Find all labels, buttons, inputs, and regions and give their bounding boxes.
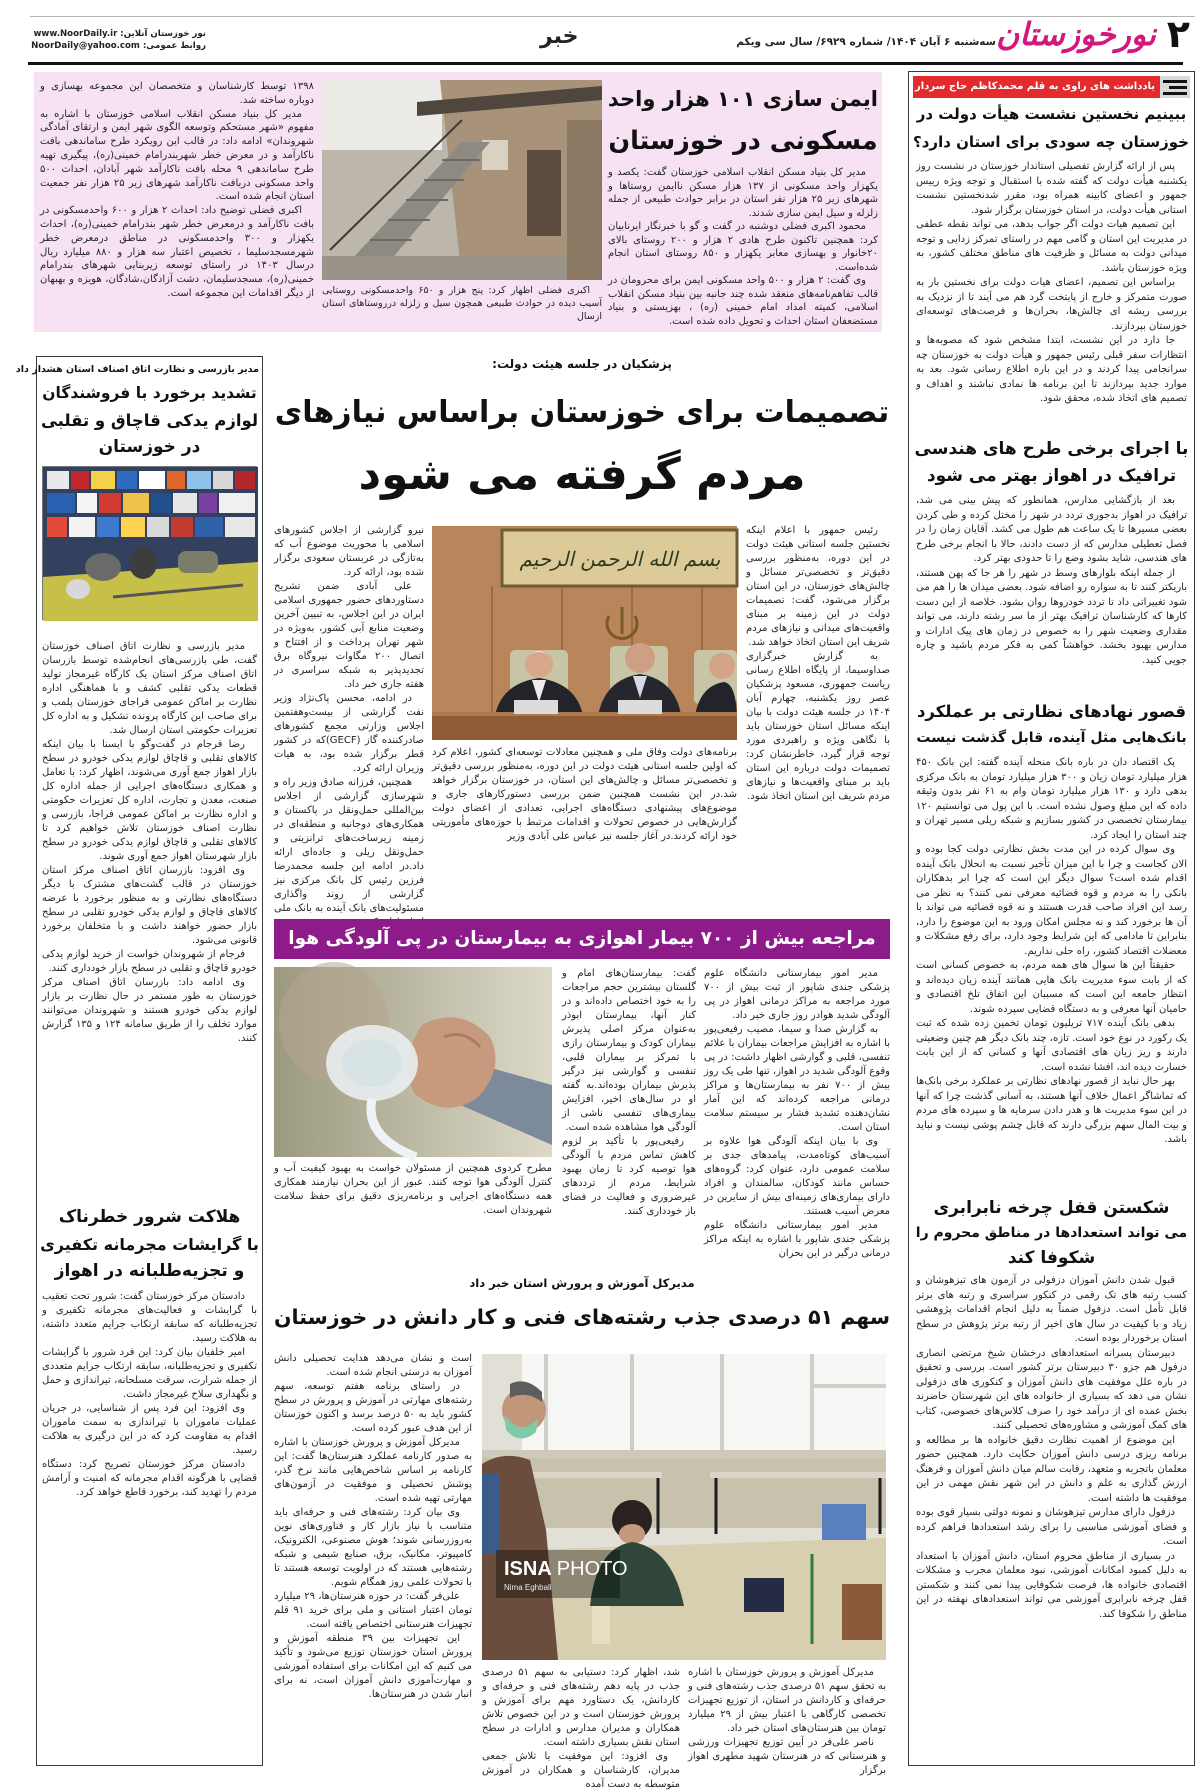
paragraph: دبیرستان پسرانه استعدادهای درخشان شیخ مرتضی انصاری دزفول هم جزو ۳۰ دبیرستان برتر کشور است. بررسی و تحقیق در باره علل موفقیت های دانش آموزان و کنکوری های دزفولی نشان می دهد که بسیاری از خانواده های این شهرستان حاضرند بخش عمده ای از درآمد خود را صرف کلاس‌های خصوصی، کتاب های کمک آموزشی و مشاوره‌های تحصیلی کنند.	[916, 1347, 1187, 1431]
paragraph: امیر خلفیان بیان کرد: این فرد شرور با گرایشات تکفیری و تجزیه‌طلبانه، سابقه ارتکاب جرایم متعددی از جمله شرارت، سرقت مسلحانه، تیراندازی و حمل و نگهداری سلاح غیرمجاز داشت.	[42, 1347, 257, 1400]
sidebar-headline-1	[914, 100, 1189, 156]
headline-line: لوازم یدکی قاچاق و تقلبی	[40, 411, 259, 430]
sidebar-body-2	[916, 494, 1187, 692]
education-story-kicker: مدیرکل آموزش و پرورش استان خبر داد	[469, 1276, 695, 1290]
section-title: خبر	[540, 24, 579, 49]
cabinet-meeting-photo	[432, 526, 737, 740]
paragraph: مدیرکل آموزش و پرورش خوزستان با اشاره به تحقق سهم ۵۱ درصدی جذب رشته‌های فنی و حرفه‌ای و کاردانش در استان، از توزیع تجهیزات تخصصی کارگاهی با اعتبار بیش از ۲۹ میلیارد تومان بین هنرستان‌های استان خبر داد.	[688, 1667, 886, 1734]
email-link[interactable]: روابط عمومی: NoorDaily@yahoo.com	[31, 41, 206, 51]
paragraph: نیرو گزارشی از اجلاس کشورهای اسلامی با محوریت موضوع آب که به‌تازگی در عربستان سعودی برگزار شده بود، ارائه کرد.	[274, 525, 424, 578]
auto-parts-photo	[42, 466, 257, 620]
paragraph: دزفول دارای مدارس تیزهوشان و نمونه دولتی بسیار قوی بوده و فضای آموزشی مناسبی را برای رشد استعدادها فراهم کرده است.	[916, 1507, 1187, 1547]
headline-line: ترافیک در اهواز بهتر می شود	[926, 466, 1177, 486]
housing-headline	[608, 78, 878, 162]
left-story1-headline	[40, 380, 259, 461]
paragraph: دادستان مرکز خوزستان گفت: شرور تحت تعقیب با گرایشات و فعالیت‌های مجرمانه تکفیری و تجزیه‌طلبانه که سابقه ارتکاب جرایم متعدد داشته، به هلاکت رسید.	[42, 1291, 257, 1344]
photo-agency-credit	[504, 1558, 628, 1580]
headline-line: بانک‌هایی مثل آینده، قابل گذشت نیست	[916, 730, 1187, 746]
paragraph: مدیرکل آموزش و پرورش خوزستان با اشاره به صدور کارنامه عملکرد هنرستان‌ها گفت: این کارنامه بر اساس شاخص‌هایی مانند نرخ گذر، پوشش تحصیلی و موفقیت در آزمون‌های مهارتی تهیه شده است.	[274, 1437, 472, 1504]
paragraph: وی بیان کرد: رشته‌های فنی و حرفه‌ای باید متناسب با نیاز بازار کار و فناوری‌های نوین به‌روزرسانی شوند؛ هوش مصنوعی، الکترونیک، کامپیوتر، مکانیک، برق، صنایع شیمی و شبکه رشته‌هایی هستند که در اولویت توسعه هستند تا با تحولات علمی روز همگام شویم.	[274, 1507, 472, 1588]
paragraph: گفت: بیمارستان‌های امام و گلستان بیشترین حجم مراجعات را به خود اختصاص داده‌اند و در کنار آنها، بیمارستان ابوذر به‌عنوان مرکز اصلی پذیرش بیماران کودک و بیمارستان رازی با تمرکز بر بیماران قلبی، تنفسی و گوارشی نیز درگیر پذیرش بیماران بوده‌اند.به گفته او در سال‌های اخیر، افزایش بیماری‌های تنفسی ناشی از آلودگی هوا مشاهده شده است.	[562, 968, 696, 1133]
paragraph: در ادامه، محسن پاک‌نژاد وزیر نفت گزارشی از بیست‌وهفتمین اجلاس وزارتی مجمع کشورهای صادرکننده گاز (GECF)که در کشور قطر برگزار شده بود، به هیات وزیران ارائه کرد.	[274, 693, 424, 774]
cabinet-meeting-image	[432, 526, 737, 740]
left-story2-headline	[40, 1204, 259, 1285]
paragraph: مدیر امور بیمارستانی دانشگاه علوم پزشکی جندی شاپور با اشاره به اینکه مراکز درمانی درگیر در این بحران	[704, 1220, 890, 1259]
main-story-headline	[274, 382, 890, 506]
paragraph: ناصر علی‌فر در آیین توزیع تجهیزات ورزشی و هنرستانی که در هنرستان شهید مطهری اهواز برگزار	[688, 1737, 886, 1776]
paragraph: وی افزود: بازرسان اتاق اصناف مرکز استان خوزستان در قالب گشت‌های مشترک با دیگر دستگاه‌های نظارتی و به منظور برخورد با عرضه کالاهای قاچاق و لوازم یدکی خودرو تقلبی در سطح بازار حضور خواهند داشت و با متخلفان برخورد قانونی می‌شود.	[42, 865, 257, 946]
left-story1-kicker: مدیر بازرسی و نظارت اتاق اصناف استان هشدار داد	[15, 364, 259, 375]
photographer-credit: Nima Eghbali	[504, 1583, 552, 1592]
paragraph: جا دارد در این نشست، ابتدا مشخص شود که مصوبه‌ها و انتظارات سفر قبلی رئیس جمهور و هیأت دولت به خوزستان چه سرانجامی پیدا کردند و در این باره اطلاع رسانی شود. بعد به موارد جدید بپردازند تا این برنامه ها نمادی نباشند و اهداف و تصمیم های اتخاذ شده، محقق شود.	[916, 335, 1187, 404]
sidebar-headline-2	[914, 436, 1189, 490]
paragraph: برنامه‌های دولت وفاق ملی و همچنین معادلات توسعه‌ای کشور، اعلام کرد که اولین جلسه استانی هیئت دولت در این دوره، به‌منظور بررسی دقیق‌تر و تخصصی‌تر مسائل و چالش‌های این استان، در خوزستان برگزار خواهد شد.در این نشست همچنین ضمن بررسی دستورکارهای جاری و موضوع‌های پیشنهادی دستگاه‌های اجرایی، تعدادی از اعضای دولت گزارش‌هایی در خصوص تحولات و اقدامات مرتبط با حوزه‌های مأموریتی خود ارائه کردند.در آغاز جلسه نیز عباس علی آبادی وزیر	[432, 747, 737, 842]
paragraph: رضا فرجام در گفت‌وگو با ایسنا با بیان اینکه کالاهای تقلبی و قاچاق لوازم یدکی خودرو در سطح بازار اهواز جمع آوری می‌شوند، اظهار کرد: با تعامل و همکاری دستگاه‌های اجرایی از جمله اداره کل صنعت، معدن و تجارت، اداره کل تعزیرات حکومتی و اداره نظارت بر اماکن عمومی فراجا، بازرسی و نظارت اصناف خوزستان تلاش خواهیم کرد تا کالاهای تقلبی و قاچاق لوازم یدکی خودرو در سطح بازار شهرستان اهواز جمع آوری شوند.	[42, 739, 257, 862]
paragraph: علی‌فر گفت: در حوزه هنرستان‌ها، ۲۹ میلیارد تومان اعتبار استانی و ملی برای خرید ۹۱ قلم تجهیزات هنرستانی اختصاص یافته است.	[274, 1591, 472, 1630]
headline-line: مردم گرفته می شود	[358, 449, 806, 500]
hospital-story-right-column	[704, 967, 890, 1259]
agency-bold: ISNA	[504, 1558, 552, 1580]
workshop-photo	[482, 1354, 886, 1660]
column-lines-icon	[1160, 76, 1190, 98]
headline-line: خوزستان چه سودی برای استان دارد؟	[913, 133, 1189, 151]
paragraph: وی افزود: این فرد پس از شناسایی، در جریان عملیات ماموران با تیراندازی به سمت ماموران اقدام به مقاومت کرد که در این درگیری به هلاکت رسید.	[42, 1403, 257, 1456]
paragraph: وی گفت: ۲ هزار و ۵۰۰ واحد مسکونی ایمن برای محرومان در قالب تفاهم‌نامه‌های منعقد شده چند جانبه بین بنیاد مسکن انقلاب اسلامی، کمیته امداد امام خمینی (ره) ، بهزیستی و بنیاد مستضعفان استان احداث و تحویل داده شده است.	[608, 275, 878, 327]
paragraph: این تصمیم هیات دولت اگر جواب بدهد، می تواند نقطه عطفی در مدیریت این استان و گامی مهم در راستای تمرکز زدایی و توجه میدانی دولت به مسائل و ظرفیت های مناطق مختلف کشور، به ویژه خوزستان باشد.	[916, 219, 1187, 274]
left-story1-body	[42, 640, 257, 1196]
paragraph: براساس این تصمیم، اعضای هیات دولت برای نخستین بار به صورت متمرکز و خارج از پایتخت گرد هم می آیند تا از نزدیک به بررسی ریشه ای چالش‌ها، بحران‌ها و فرصت‌های توسعه‌ای خوزستان بپردازند.	[916, 277, 1187, 332]
paragraph: بدهی بانک آینده ۷۱۷ تریلیون تومان تخمین زده شده که ثبت یک رکورد در نوع خود است. تازه، چند بانک دیگر هم چنین وضعیتی دارند و ریز زیان های اقتصادی آنها و کسانی که از این بابت خسارت دیده اند، افشا نشده است.	[916, 1018, 1187, 1073]
hospital-story-banner	[274, 919, 890, 959]
housing-photo-caption	[322, 284, 602, 328]
paragraph: ۱۳۹۸ توسط کارشناسان و متخصصان این مجموعه بهسازی و دوباره ساخته شد.	[40, 81, 314, 106]
paragraph: رئیس جمهور با اعلام اینکه نخستین جلسه استانی هیئت دولت در این دوره، به‌منظور بررسی دقیق‌تر و تخصصی‌تر مسائل و چالش‌های خوزستان، در این استان برگزار می‌شود، گفت: تصمیمات دولت در این زمینه بر مبنای واقعیت‌های میدانی و نیازهای مردم شریف این استان اتخاذ خواهد شد.	[746, 525, 890, 648]
contact-info	[31, 28, 206, 52]
paragraph: دادستان مرکز خوزستان تصریح کرد: دستگاه قضایی با هرگونه اقدام مجرمانه که امنیت و آرامش مردم را تهدید کند، برخورد قاطع خواهد کرد.	[42, 1459, 257, 1498]
newspaper-logo: نورخوزستان	[996, 17, 1156, 53]
agency-rest: PHOTO	[556, 1558, 628, 1580]
headline-line: با گرایشات مجرمانه تکفیری	[40, 1235, 259, 1254]
headline-line: و تجزیه‌طلبانه در اهواز	[54, 1261, 245, 1281]
paragraph: مدیر کل بنیاد مسکن انقلاب اسلامی خوزستان با اشاره به مفهوم «شهر مستحکم وتوسعه الگوی شهر ایمن و ارتقای آمادگی شهروندان» ادامه داد: در قالب این رویکرد طرح ساماندهی بافت ناکارآمد و در معرض خطر شهربندرامام خمینی(ره)، پیگیری تهیه طرح ساماندهی ۹ محله بافت ناکارآمد شهر آبادان، احداث ۵۰۰ واحد مسکونی دربافت ناکارآمد شهرهای زیر ۲۵ هزار نفر جمعیت استان انجام شده است.	[40, 108, 315, 203]
paragraph: بعد از بازگشایی مدارس، همانطور که پیش بینی می شد، ترافیک در اهواز بدجوری تردد در شهر را مختل کرده و طی کردن بعضی مسیرها تا یک ساعت هم طول می کشد. آقایان زمان را در فصل تعطیلی مدارس که از دست دادند، حالا با انجام برخی طرح های هندسی، شاید بشود وضع را تا حدودی بهتر کرد.	[916, 495, 1187, 564]
oxygen-mask-photo	[274, 967, 552, 1157]
hospital-story-below-photo	[274, 1162, 552, 1242]
education-story-headline-wrap	[274, 1294, 890, 1340]
paragraph: در راستای برنامه هفتم توسعه، سهم رشته‌های مهارتی در آموزش و پرورش در سطح کشور باید به ۵۰ درصد برسد و اکنون خوزستان از این هدف عبور کرده است.	[274, 1381, 472, 1434]
paragraph: این تجهیزات بین ۳۹ منطقه آموزش و پرورش استان خوزستان توزیع می‌شود و تأکید می کنیم که این امکانات برای استفاده آموزشی و مهارت‌آموزی دانش آموزان است، نه برای انبار شدن در هنرستان‌ها.	[274, 1633, 472, 1700]
education-story-below-photo-right	[688, 1666, 886, 1776]
caption-text: اکبری فضلی اظهار کرد: پنج هزار و ۶۵۰ واحدمسکونی روستایی آسیب دیده در حوادث طبیعی همچون سیل و زلزله درروستاهای استان ازسال	[322, 285, 602, 322]
paragraph: وی با بیان اینکه آلودگی هوا علاوه بر آسیب‌های کوتاه‌مدت، پیامدهای جدی بر سلامت عمومی دارد، عنوان کرد: گروه‌های حساس مانند کودکان، سالمندان و افراد دارای بیماری‌های زمینه‌ای بیش از سایرین در معرض آسیب هستند.	[704, 1136, 890, 1217]
headline-line: ببینیم نخستین نشست هیأت دولت در	[916, 105, 1187, 123]
housing-photo	[322, 80, 602, 280]
auto-parts-image	[43, 467, 258, 621]
paragraph: مدیر امور بیمارستانی دانشگاه علوم پزشکی جندی شاپور از ثبت بیش از ۷۰۰ مورد مراجعه به مراکز درمانی اهواز در پی آلودگی شدید هوادر روز جاری خبر داد.	[704, 968, 890, 1021]
sidebar-label: یادداشت های راوی به قلم محمدکاظم حاج سردار	[913, 76, 1160, 98]
website-link[interactable]: نور خوزستان آنلاین: www.NoorDaily.ir	[33, 29, 206, 39]
paragraph: در بسیاری از مناطق محروم استان، دانش آموزان با استعداد به دلیل کمبود امکانات آموزشی، نبود معلمان مجرب و مشکلات اقتصادی خانواده ها، فرصت شکوفایی پیدا نمی کنند و شکستن قفل چرخه نابرابری آموزشی می تواند استعدادهای نهفته در این مناطق را شکوفا کند.	[916, 1550, 1187, 1620]
paragraph: حقیقتاً این ها سوال های همه مردم، به خصوص کسانی است که از بابت سوء مدیریت بانک هایی همانند آینده زیان دیده‌اند و انتظار جامعه این است که مسببان این اتفاق تلخ اقتصادی و حامیان آنها معرفی و به دستگاه قضایی سپرده شوند.	[916, 960, 1187, 1015]
main-story-left-column	[274, 524, 424, 916]
education-story-below-photo-left	[482, 1666, 681, 1790]
paragraph: قبول شدن دانش آموزان دزفولی در آزمون های تیزهوشان و کسب رتبه های تک رقمی در کنکور سراسری و رتبه های برتر قابل تأمل است. دزفول ضمناً به دلیل انجام اقدامات پژوهشی زیاد و با کیفیت در سال های اخیر از رتبه برتر پژوهش در سطح استان برخوردار بوده است.	[916, 1275, 1187, 1344]
education-story-left-column	[274, 1352, 472, 1766]
paragraph: یک اقتصاد دان در باره بانک منحله آینده گفته: این بانک ۴۵۰ هزار میلیارد تومان زیان و ۳۰۰ هزار میلیارد تومان به بانک مرکزی بدهی دارد و ۱۳۰ هزار میلیارد تومان وام به ۶۱ نفر بدون وثیقه داده که این مبلغ وصول نشده است. با این پول می توانستیم ۱۲۰ بیمارستان تخصصی در کشور بسازیم و شبکه ریلی مسیر تهران و چند استان را ایجاد کرد.	[916, 757, 1187, 841]
headline-line: تصمیمات برای خوزستان براساس نیازهای	[274, 395, 890, 430]
headline-line: تشدید برخورد با فروشندگان	[42, 384, 257, 402]
headline-line: با اجرای برخی طرح های هندسی	[914, 439, 1189, 459]
main-story-right-column	[746, 524, 890, 916]
paragraph: مدیر بازرسی و نظارت اتاق اصناف خوزستان گفت، طی بازرسی‌های انجام‌شده توسط بازرسان اتاق اصناف مرکز استان یک کارگاه غیرمجاز تولید قطعات یدکی تقلبی کشف و با هماهنگی اداره نظارت بر اماکن عمومی فراجای خوزستان پلمب و برای صاحب این کارگاه پرونده تشکیل و به اداره کل تعزیرات حکومتی استان ارسال شد.	[42, 641, 257, 736]
sidebar-headline-3	[914, 698, 1189, 752]
house-stairs-image	[322, 80, 602, 280]
paragraph: علی آبادی ضمن تشریح دستاوردهای حضور جمهوری اسلامی ایران در این اجلاس، به تبیین آخرین وضعیت منابع آبی کشور، به‌ویژه در شهر تهران پرداخت و از افتتاح و اتصال ۲۰۰ مگاوات نیروگاه برق تجدیدپذیر به شبکه سراسری در هفته جاری خبر داد.	[274, 581, 424, 690]
paragraph: اکبری فضلی توضیح داد: احداث ۲ هزار و ۶۰۰ واحدمسکونی در بافت ناکارآمد و درمعرض خطر شهر بندرامام خمینی(ره)، احداث یکهزار و ۳۰۰ واحدمسکونی در مناطق درمعرض خطر شهرمسجدسلیما ، تخصیص اعتبار سه هزار و ۸۸۰ میلیارد ریال درسال ۱۴۰۳ در راستای توسعه زیربنایی شهرهای بندرامام خمینی(ره)، مسجدسلیمان، دشت آزادگان،شادگان، هویزه و بهبهان از دیگر اقدامات این مجموعه است.	[40, 205, 315, 299]
education-story-headline: سهم ۵۱ درصدی جذب رشته‌های فنی و کار دانش در خوزستان	[274, 1305, 890, 1329]
page-number: ۲	[1166, 12, 1190, 56]
headline-line: شکوفا کند	[1007, 1248, 1096, 1268]
sidebar-body-1	[916, 160, 1187, 428]
paragraph: به گزارش صدا و سیما، مصیب رفیعی‌پور با اشاره به افزایش مراجعات بیماران با علائم تنفسی، قلبی و گوارشی اظهار داشت: در پی وقوع آلودگی شدید در اهواز، تنها طی یک روز بیش از ۷۰۰ نفر به بیمارستان‌ها و مراکز درمانی مراجعه کرده‌اند که این آمار نشان‌دهنده تشدید فشار بر سیستم سلامت استان است.	[704, 1024, 890, 1133]
housing-body-left	[40, 80, 314, 330]
headline-line: می تواند استعدادها در مناطق محروم را	[915, 1225, 1188, 1241]
calligraphy-text: بسم الله الرحمن الرحیم	[519, 547, 721, 571]
main-story-under-photo-column	[432, 746, 737, 916]
paragraph: رفیعی‌پور با تأکید بر لزوم کاهش تماس مردم با آلودگی هوا توصیه کرد تا زمان بهبود شرایط، مردم از ترددهای غیرضروری و فعالیت در فضای باز خودداری کنند.	[562, 1136, 696, 1217]
paragraph: به گزارش خبرگزاری صداوسیما، از پایگاه اطلاع رسانی ریاست جمهوری، مسعود پزشکیان عصر روز یکشنبه، چهارم آبان ۱۴۰۴ در جلسه هیئت دولت با بیان اینکه مسائل استان خوزستان باید با نگاهی ویژه و راهبردی مورد توجه قرار گیرد، خاطرنشان کرد: تصمیمات دولت درباره این استان باید بر مبنای واقعیت‌ها و نیازهای مردم شریف این استان اتخاذ شود.	[746, 651, 890, 802]
sidebar-body-4	[916, 1274, 1187, 1762]
headline-line: شکستن قفل چرخه نابرابری	[933, 1198, 1170, 1218]
paragraph: وی افزود: این موفقیت با تلاش جمعی مدیران، کارشناسان و همکاران در آموزش متوسطه به دست آمده	[482, 1751, 680, 1790]
paragraph: شد، اظهار کرد: دستیابی به سهم ۵۱ درصدی جذب در پایه دهم رشته‌های فنی و حرفه‌ای و کاردانش، یک دستاورد مهم برای آموزش و پرورش خوزستان است و در این خصوص تلاش همکاران و مدیران مدارس و ادارات در سطح استان نقش بسیاری داشته است.	[482, 1667, 681, 1748]
hospital-story-middle-column	[562, 967, 696, 1241]
paragraph: مدیر کل بنیاد مسکن انقلاب اسلامی خوزستان گفت: یکصد و یکهزار واحد مسکونی از ۱۳۷ هزار مسکن ناایمن روستاها و شهرهای زیر ۲۵ هزار نفر استان در برابر حوادث طبیعی از جمله زلزله و سیل ایمن سازی شدند.	[608, 167, 879, 219]
paragraph: فرجام از شهروندان خواست از خرید لوازم یدکی خودرو قاچاق و تقلبی در سطح بازار خودداری کنند.	[42, 949, 257, 974]
main-story-kicker: پزشکیان در جلسه هیئت دولت:	[492, 357, 672, 371]
paragraph: بهر حال نباید از قصور نهادهای نظارتی بر عملکرد برخی بانک‌ها که تماشاگر اعمال خلاف آنها هستند، به آسانی گذشت چرا که آنها در این سوء مدیریت ها و هدر دادن سرمایه ها و سپرده های مردم و بیت المال سهم بزرگی دارند که قابل چشم پوشی نیست و نباید باشد.	[916, 1076, 1187, 1145]
hospital-story-headline: مراجعه بیش از ۷۰۰ بیمار اهوازی به بیمارستان در پی آلودگی هوا	[288, 928, 876, 949]
paragraph: وی سوال کرده در این مدت بخش نظارتی دولت کجا بوده و الان کجاست و چرا با این میزان تأخیر نسبت به انحلال بانک آینده اقدام شده است؟ سوال دیگر این است که چرا ابر بدهکاران بانکی را به مردم و قوه قضائیه معرفی نمی کنند؟ به نظر می رسد این افراد صاحب قدرت هستند و نه قوه قضائیه می تواند با آن ها برخورد کند و نه مجلس امکان ورود به این موضوع را دارد، بنابراین تا مادامی که این شرایط وجود دارد، برای رفع مشکلات و معضلات اقتصاد کشور، راه حلی نداریم.	[916, 844, 1187, 957]
headline-line: در خوزستان	[98, 437, 201, 457]
headline-line: ایمن سازی ۱۰۱ هزار واحد	[607, 87, 878, 111]
headline-line: قصور نهادهای نظارتی بر عملکرد	[916, 702, 1187, 721]
paragraph: وی ادامه داد: بازرسان اتاق اصناف مرکز خوزستان به طور مستمر در حال نظارت بر بازار لوازم یدکی خودرو هستند و شهروندان می‌توانند موارد تخلف را از طریق سامانه ۱۲۴ و ۱۳۵ گزارش کنند.	[42, 977, 258, 1044]
paragraph: مطرح کردوی همچنین از مسئولان خواست به بهبود کیفیت آب و کنترل آلودگی هوا توجه کنند. عبور از این بحران نیازمند همکاری همه دستگاه‌های اجرایی و برنامه‌ریزی دقیق برای حفظ سلامت شهروندان است.	[274, 1163, 552, 1216]
paragraph: همچنین، فرزانه صادق وزیر راه و شهرسازی گزارشی از اجلاس بین‌المللی حمل‌ونقل در پاکستان و همکاری‌های دوجانبه و منطقه‌ای در زمینه زیرساخت‌های ترانزیتی و حمل‌ونقل ریلی و جاده‌ای ارائه داد.در ادامه این جلسه محمدرضا فرزین رئیس کل بانک مرکزی نیز گزارشی از روند واگذاری مسئولیت‌های بانک آینده به بانک ملی	[274, 777, 424, 914]
oxygen-mask-image	[274, 967, 552, 1157]
sidebar-label-bar	[913, 76, 1190, 98]
headline-line: هلاکت شرور خطرناک	[58, 1207, 241, 1227]
sidebar-body-3	[916, 756, 1187, 1192]
housing-body-right	[608, 166, 878, 330]
paragraph: محمود اکبری فضلی دوشنبه در گفت و گو با خبرنگار ایرنابیان کرد: همچنین تاکنون طرح هادی ۲ هزار و ۲۰۰ روستای بالای ۲۰خانوار و بهسازی معابر یکهزار و ۸۵۰ روستای استان انجام شده‌است.	[608, 221, 878, 273]
paragraph: است و نشان می‌دهد هدایت تحصیلی دانش آموزان به درستی انجام شده است.	[274, 1353, 472, 1378]
dateline: سه‌شنبه ۶ آبان ۱۴۰۴/ شماره ۶۹۲۹/ سال سی ویکم	[736, 36, 996, 48]
sidebar-headline-4	[914, 1196, 1189, 1271]
left-story2-body	[42, 1290, 257, 1762]
paragraph: پس از ارائه گزارش تفصیلی استاندار خوزستان در نشست روز یکشنبه هیأت دولت که گفته شده با استقبال و توجه ویژه رییس جمهور و اعضای کابینه همراه بود، مقرر شدنخستین نشست استانی هیأت دولت، در استان خوزستان برگزار شود.	[916, 161, 1187, 216]
workshop-image	[482, 1354, 886, 1660]
paragraph: این موضوع از اهمیت نظارت دقیق خانواده ها بر مطالعه و برنامه ریزی درسی دانش آموزان حکایت دارد. همچنین حضور معلمان باتجربه و متعهد، رقابت سالم میان دانش آموزان و فرهنگ ارزش گذاری به علم و دانش در این شهر نقش مهمی در این موفقیت ها داشته است.	[916, 1434, 1187, 1504]
headline-line: مسکونی در خوزستان	[608, 126, 878, 156]
paragraph: از جمله اینکه بلوارهای وسط در شهر را هر جا که پهن هستند، باریکتر کنند تا به سواره رو اضافه شود. بعضی میدان ها را هم می شود تغییراتی داد تا تردد خودروها روان بشود. خلاصه از این دست کارها که کارشناسان ترافیک بهتر از ما سر رشته دارند، می تواند مقداری وضعیت شهر را به خصوص در زمان های پیک ادارات و مدارس بهبود بخشد. خواهشاً کمی به فکر مردم باشید و چاره جویی کنید.	[916, 567, 1187, 666]
header-rule	[28, 62, 1183, 65]
